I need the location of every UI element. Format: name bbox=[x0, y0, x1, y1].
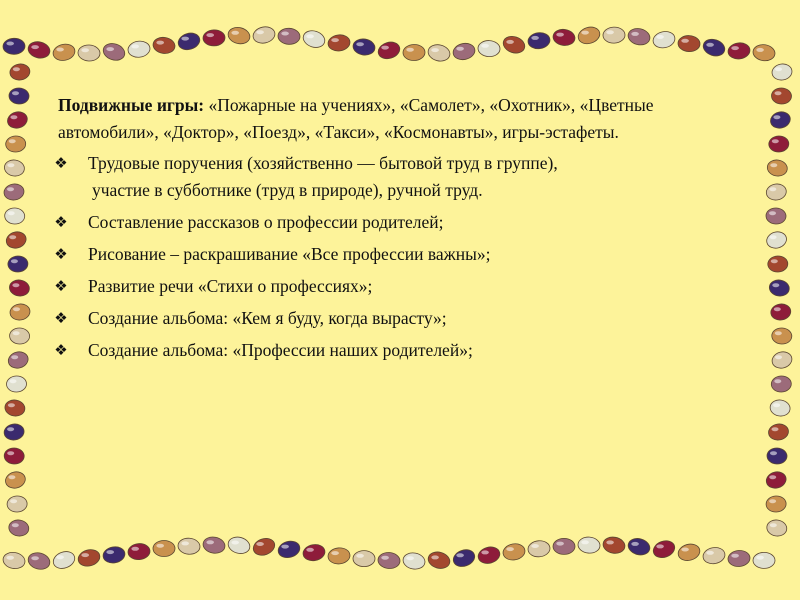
bead bbox=[402, 551, 426, 571]
bead bbox=[127, 543, 150, 561]
bead bbox=[767, 447, 788, 464]
bead bbox=[153, 541, 175, 557]
bead-highlight bbox=[506, 547, 514, 551]
intro-paragraph bbox=[58, 92, 748, 146]
bead bbox=[4, 399, 26, 418]
bead-highlight bbox=[81, 553, 89, 557]
bead-highlight bbox=[131, 547, 139, 551]
intro-label: Подвижные игры: bbox=[58, 95, 205, 115]
bead bbox=[527, 540, 550, 558]
bead-highlight bbox=[381, 46, 389, 50]
bead bbox=[7, 255, 28, 272]
bead-highlight bbox=[56, 48, 64, 52]
bead-highlight bbox=[9, 139, 16, 143]
bead-highlight bbox=[631, 542, 639, 546]
bead bbox=[9, 327, 30, 344]
bead bbox=[452, 41, 477, 61]
list-item bbox=[54, 150, 748, 204]
bead bbox=[676, 542, 701, 563]
bead-highlight bbox=[7, 451, 14, 455]
bead-highlight bbox=[631, 32, 639, 36]
bead bbox=[4, 447, 25, 464]
bead-highlight bbox=[381, 556, 389, 560]
bead bbox=[78, 44, 101, 61]
list-item bbox=[54, 241, 748, 268]
bead bbox=[51, 549, 77, 572]
bead-highlight bbox=[331, 551, 339, 555]
bead-highlight bbox=[106, 550, 114, 554]
bead bbox=[678, 35, 701, 52]
bead bbox=[3, 159, 25, 178]
bead-highlight bbox=[331, 38, 339, 42]
bead-highlight bbox=[31, 45, 39, 49]
bead bbox=[478, 40, 501, 57]
bead-highlight bbox=[769, 187, 776, 191]
bead bbox=[52, 42, 77, 62]
activity-list bbox=[54, 150, 748, 364]
bead bbox=[766, 159, 788, 178]
bead bbox=[603, 27, 626, 44]
bead bbox=[26, 40, 51, 61]
slide-content bbox=[54, 92, 748, 369]
bead-highlight bbox=[106, 47, 114, 51]
bead bbox=[226, 535, 251, 556]
bead-highlight bbox=[256, 30, 264, 34]
bead bbox=[177, 537, 200, 555]
bead bbox=[502, 542, 526, 562]
bead bbox=[771, 375, 792, 392]
bead bbox=[576, 25, 602, 47]
bead bbox=[451, 547, 477, 570]
bead bbox=[701, 37, 727, 59]
bead bbox=[770, 350, 793, 371]
bead bbox=[327, 34, 351, 53]
bead-highlight bbox=[681, 548, 689, 552]
diamond-bullet-icon: ❖ bbox=[54, 341, 68, 359]
bead bbox=[352, 38, 376, 57]
bead-highlight bbox=[731, 554, 739, 558]
bead-highlight bbox=[13, 67, 20, 71]
bead bbox=[577, 536, 600, 554]
bead bbox=[768, 135, 789, 152]
bead bbox=[302, 543, 326, 563]
bead-highlight bbox=[306, 34, 314, 38]
bead-highlight bbox=[11, 259, 18, 263]
bead bbox=[2, 551, 26, 571]
bead-highlight bbox=[681, 39, 689, 43]
diamond-bullet-icon: ❖ bbox=[54, 154, 68, 172]
bead bbox=[252, 25, 277, 45]
bead bbox=[353, 551, 375, 567]
bead bbox=[7, 495, 28, 512]
bead-highlight bbox=[531, 36, 539, 40]
bead bbox=[127, 40, 151, 59]
bead-highlight bbox=[506, 40, 514, 44]
bead-highlight bbox=[770, 451, 777, 455]
bead-highlight bbox=[769, 211, 776, 215]
bead-highlight bbox=[281, 545, 289, 549]
bead-highlight bbox=[306, 548, 314, 552]
bead bbox=[251, 536, 277, 559]
bead-highlight bbox=[10, 379, 17, 383]
bead bbox=[769, 399, 791, 418]
list-item bbox=[54, 209, 748, 236]
bead-highlight bbox=[481, 550, 489, 554]
bead bbox=[176, 31, 202, 53]
bead-highlight bbox=[12, 283, 19, 287]
bead-highlight bbox=[406, 556, 414, 560]
bead-highlight bbox=[31, 556, 39, 560]
bead bbox=[652, 30, 677, 50]
list-item-continuation: участие в субботнике (труд в природе), ручной труд. bbox=[92, 180, 483, 200]
bead-highlight bbox=[769, 499, 776, 503]
bead bbox=[403, 44, 426, 61]
bead bbox=[9, 87, 30, 104]
bead-highlight bbox=[773, 403, 780, 407]
bead bbox=[426, 43, 451, 64]
list-item-text: Составление рассказов о профессии родителей; bbox=[88, 212, 444, 232]
bead-highlight bbox=[7, 427, 14, 431]
bead bbox=[771, 87, 792, 104]
bead bbox=[26, 550, 51, 571]
bead-highlight bbox=[581, 31, 589, 35]
bead bbox=[9, 63, 31, 82]
bead bbox=[4, 230, 27, 251]
bead-highlight bbox=[206, 540, 214, 544]
bead-highlight bbox=[10, 115, 17, 119]
bead bbox=[377, 552, 400, 570]
diamond-bullet-icon: ❖ bbox=[54, 213, 68, 231]
bead bbox=[771, 327, 792, 344]
bead bbox=[8, 519, 30, 538]
bead bbox=[752, 43, 776, 62]
bead-highlight bbox=[10, 499, 17, 503]
bead-highlight bbox=[775, 91, 782, 95]
bead bbox=[727, 42, 751, 61]
bead bbox=[765, 183, 787, 202]
bead-highlight bbox=[13, 331, 20, 335]
bead bbox=[527, 31, 551, 50]
bead-highlight bbox=[11, 355, 18, 359]
bead bbox=[4, 207, 25, 224]
diamond-bullet-icon: ❖ bbox=[54, 309, 68, 327]
list-item bbox=[54, 337, 748, 364]
bead-highlight bbox=[706, 43, 714, 47]
bead bbox=[552, 28, 576, 47]
bead-highlight bbox=[431, 48, 439, 52]
bead-highlight bbox=[6, 42, 14, 46]
list-item-text: Создание альбома: «Кем я буду, когда вырасту»; bbox=[88, 308, 447, 328]
bead-highlight bbox=[656, 35, 664, 39]
bead-highlight bbox=[775, 67, 782, 71]
bead bbox=[301, 28, 327, 50]
bead-highlight bbox=[606, 540, 614, 544]
bead bbox=[76, 547, 101, 568]
bead bbox=[753, 552, 775, 568]
bead bbox=[101, 41, 127, 63]
bead bbox=[6, 375, 27, 392]
bead-highlight bbox=[770, 235, 777, 239]
bead-highlight bbox=[81, 48, 89, 52]
bead bbox=[202, 535, 226, 555]
bead bbox=[476, 545, 501, 566]
bead bbox=[6, 110, 29, 131]
bead bbox=[376, 40, 402, 62]
bead-highlight bbox=[772, 427, 779, 431]
bead-highlight bbox=[772, 139, 779, 143]
bead bbox=[3, 423, 25, 442]
bead bbox=[727, 550, 750, 568]
bead-highlight bbox=[12, 523, 19, 527]
bead-highlight bbox=[256, 542, 264, 546]
bead bbox=[5, 135, 26, 152]
bead-highlight bbox=[774, 379, 781, 383]
bead bbox=[8, 279, 30, 298]
bead bbox=[3, 38, 26, 55]
bead bbox=[766, 495, 787, 512]
bead-highlight bbox=[456, 553, 464, 557]
bead-highlight bbox=[356, 42, 364, 46]
bead-highlight bbox=[481, 44, 489, 48]
bead bbox=[769, 110, 792, 131]
bead bbox=[152, 36, 176, 55]
bead bbox=[226, 25, 251, 46]
bead-highlight bbox=[771, 259, 778, 263]
bead-highlight bbox=[8, 403, 15, 407]
bead-highlight bbox=[773, 115, 780, 119]
bead-highlight bbox=[774, 307, 781, 311]
bead-highlight bbox=[231, 541, 239, 545]
bead-highlight bbox=[756, 48, 764, 52]
bead-highlight bbox=[556, 542, 564, 546]
bead-highlight bbox=[772, 283, 779, 287]
diamond-bullet-icon: ❖ bbox=[54, 245, 68, 263]
list-item-text: Развитие речи «Стихи о профессиях»; bbox=[88, 276, 373, 296]
bead-highlight bbox=[731, 46, 739, 50]
bead-highlight bbox=[556, 33, 564, 37]
bead-highlight bbox=[181, 37, 189, 41]
bead-highlight bbox=[156, 41, 164, 45]
bead bbox=[4, 470, 27, 491]
bead bbox=[626, 26, 651, 47]
bead-highlight bbox=[8, 211, 15, 215]
bead-highlight bbox=[356, 554, 364, 558]
bead-highlight bbox=[56, 555, 64, 559]
bead bbox=[501, 34, 527, 56]
bead-highlight bbox=[281, 32, 289, 36]
diamond-bullet-icon: ❖ bbox=[54, 277, 68, 295]
bead bbox=[626, 536, 651, 557]
bead bbox=[553, 538, 575, 554]
bead-highlight bbox=[12, 91, 19, 95]
bead-highlight bbox=[6, 556, 14, 560]
bead bbox=[651, 538, 677, 561]
bead bbox=[702, 546, 726, 566]
bead-highlight bbox=[9, 235, 16, 239]
bead-highlight bbox=[769, 475, 776, 479]
bead-highlight bbox=[456, 47, 464, 51]
bead bbox=[766, 207, 787, 224]
bead bbox=[3, 183, 25, 202]
bead-highlight bbox=[406, 48, 414, 52]
bead-highlight bbox=[13, 307, 20, 311]
bead bbox=[278, 28, 301, 45]
bead bbox=[203, 30, 226, 47]
bead-highlight bbox=[656, 544, 664, 548]
bead bbox=[327, 547, 350, 565]
bead-highlight bbox=[770, 163, 777, 167]
list-item-text: Трудовые поручения (хозяйственно — бытовой труд в группе), bbox=[88, 153, 558, 173]
bead-highlight bbox=[206, 33, 214, 37]
bead-highlight bbox=[431, 555, 439, 559]
bead bbox=[6, 350, 29, 371]
list-item-text: Рисование – раскрашивание «Все профессии важны»; bbox=[88, 244, 491, 264]
bead-highlight bbox=[606, 30, 614, 34]
list-item bbox=[54, 273, 748, 300]
bead-highlight bbox=[770, 523, 777, 527]
bead-highlight bbox=[131, 44, 139, 48]
bead-highlight bbox=[7, 163, 14, 167]
bead bbox=[602, 535, 626, 555]
bead-highlight bbox=[231, 31, 239, 35]
intro-text: «Пожарные на учениях», «Самолет», «Охотник», «Цветные автомобили», «Доктор», «Поезд», «Такси», «Космонавты», игры-эстафеты. bbox=[58, 95, 654, 142]
bead-highlight bbox=[181, 541, 189, 545]
list-item-text: Создание альбома: «Профессии наших родителей»; bbox=[88, 340, 473, 360]
bead-highlight bbox=[156, 544, 164, 548]
bead bbox=[276, 539, 301, 560]
list-item bbox=[54, 305, 748, 332]
bead bbox=[426, 550, 451, 571]
bead bbox=[764, 470, 787, 491]
bead bbox=[767, 255, 788, 272]
bead bbox=[766, 519, 788, 538]
bead bbox=[771, 63, 793, 82]
bead-highlight bbox=[775, 355, 782, 359]
bead-highlight bbox=[581, 540, 589, 544]
bead bbox=[768, 279, 790, 298]
bead bbox=[102, 545, 126, 565]
bead bbox=[765, 230, 788, 251]
bead bbox=[9, 303, 31, 322]
bead bbox=[767, 423, 789, 442]
bead-highlight bbox=[775, 331, 782, 335]
bead-highlight bbox=[8, 475, 15, 479]
bead-highlight bbox=[531, 544, 539, 548]
bead bbox=[770, 303, 792, 322]
bead-highlight bbox=[706, 551, 714, 555]
bead-highlight bbox=[756, 556, 764, 560]
bead-highlight bbox=[7, 187, 14, 191]
